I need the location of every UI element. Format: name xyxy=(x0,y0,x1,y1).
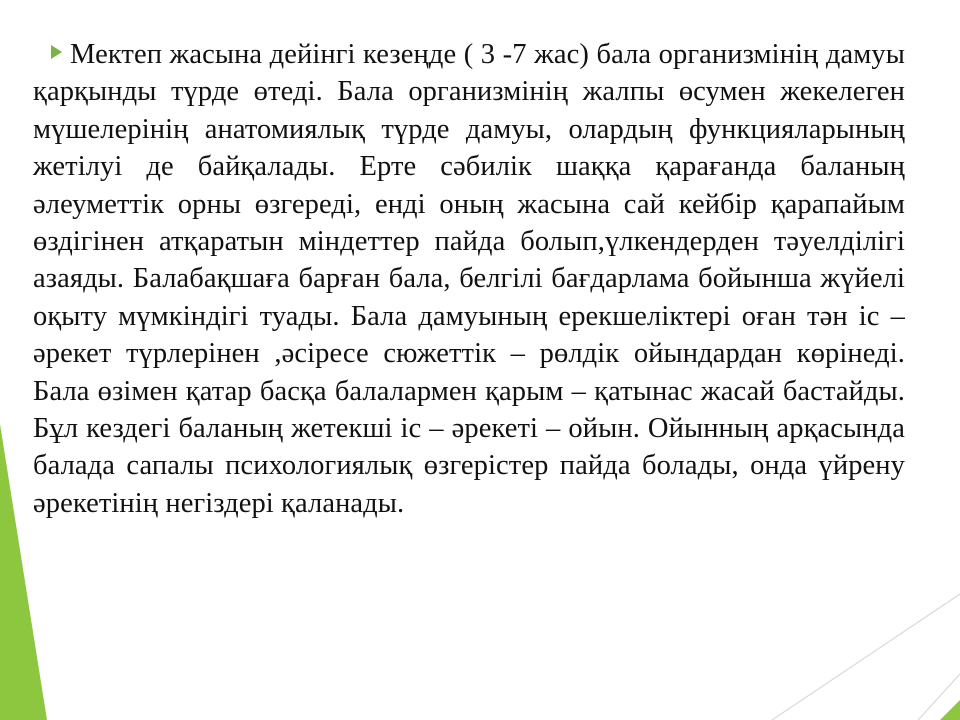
body-paragraph: Мектеп жасына дейінгі кезеңде ( 3 -7 жас) бала организмінің дамуы қарқынды түрде өтеді. Бала организмінің жалпы өсумен жекелеген мүшелерінің анатомиялық түрде дамуы, олардың функцияларының жетілуі де байқалады. Ерте сәбилік шаққа қарағанда баланың әлеуметтік орны өзгереді, енді оның жасына сай кейбір қарапайым өздігінен атқаратын міндеттер пайда болып,үлкендерден тәуелділігі азаяды. Балабақшаға барған бала, белгілі бағдарлама бойынша жүйелі оқыту мүмкіндігі туады. Бала дамуының ерекшеліктері оған тән іс –әрекет түрлерінен ,әсіресе сюжеттік – рөлдік ойындардан көрінеді. Бала өзімен қатар басқа балалармен қарым – қатынас жасай бастайды. Бұл кездегі баланың жетекші іс – әрекеті – ойын. Ойынның арқасында балада сапалы психологиялық өзгерістер пайда болады, онда үйрену әрекетінің негіздері қаланады. xyxy=(33,39,905,519)
corner-line-long xyxy=(772,594,960,720)
right-corner-accent xyxy=(940,700,960,720)
